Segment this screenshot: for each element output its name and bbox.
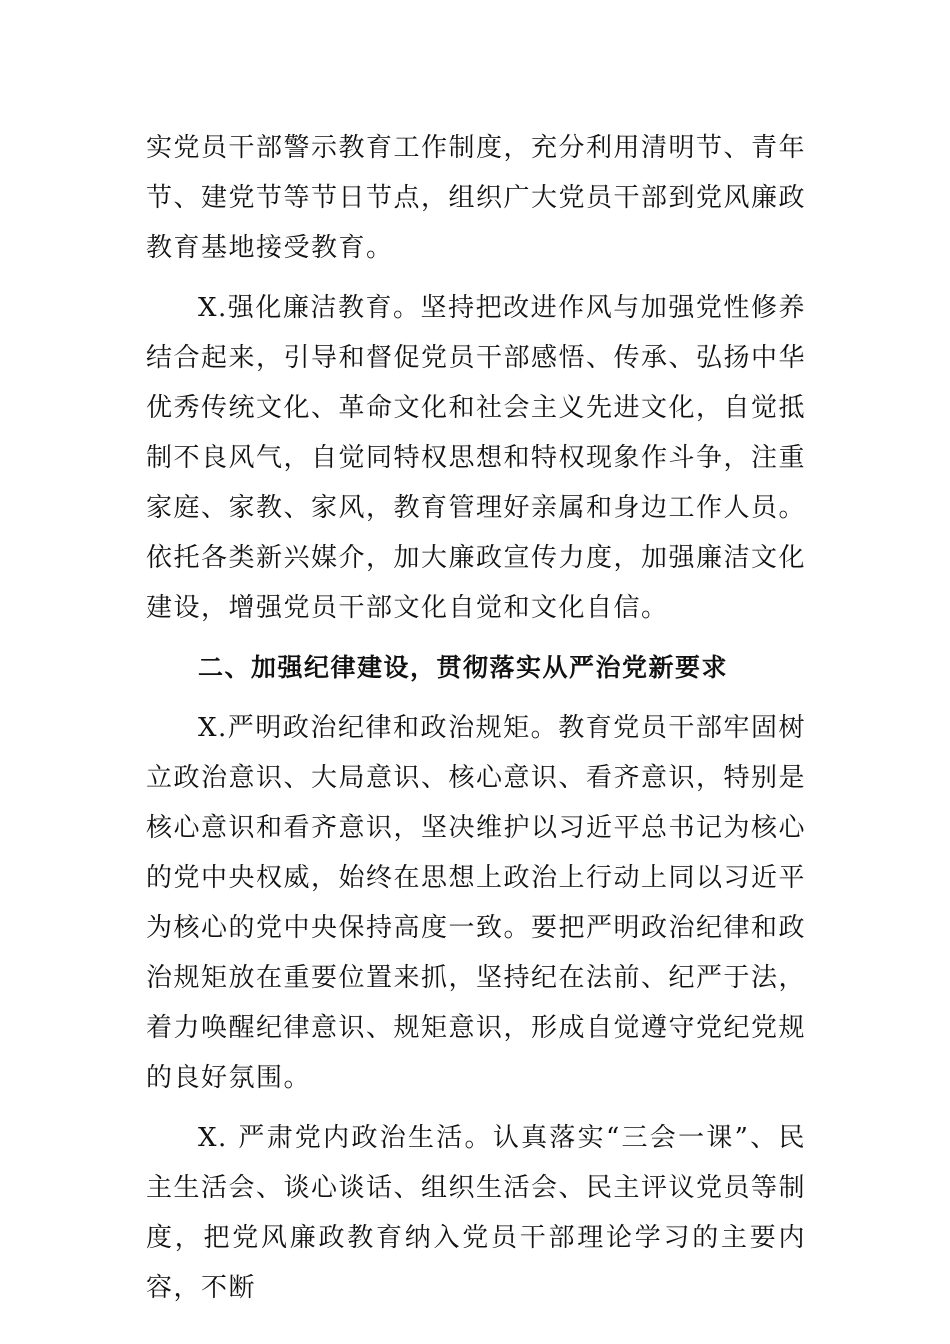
paragraph-continuation: 实党员干部警示教育工作制度，充分利用清明节、青年节、建党节等节日节点，组织广大党员干部到党风廉政教育基地接受教育。 [146,133,807,263]
section-heading: 二、加强纪律建设，贯彻落实从严治党新要求 [198,653,729,682]
paragraph-party-political-life: X. 严肃党内政治生活。认真落实“三会一课”、民主生活会、谈心谈话、组织生活会、民主评议党员等制度，把党风廉政教育纳入党员干部理论学习的主要内容，不断 [146,1123,807,1303]
document-body [146,123,806,1323]
paragraph-political-discipline: X.严明政治纪律和政治规矩。教育党员干部牢固树立政治意识、大局意识、核心意识、看齐意识，特别是核心意识和看齐意识，坚决维护以习近平总书记为核心的党中央权威，始终在思想上政治上行动上同以习近平为核心的党中央保持高度一致。要把严明政治纪律和政治规矩放在重要位置来抓，坚持纪在法前、纪严于法，着力唤醒纪律意识、规矩意识，形成自觉遵守党纪党规的良好氛围。 [146,713,807,1093]
paragraph-clean-education: X.强化廉洁教育。坚持把改进作风与加强党性修养结合起来，引导和督促党员干部感悟、传承、弘扬中华优秀传统文化、革命文化和社会主义先进文化，自觉抵制不良风气，自觉同特权思想和特权现象作斗争，注重家庭、家教、家风，教育管理好亲属和身边工作人员。依托各类新兴媒介，加大廉政宣传力度，加强廉洁文化建设，增强党员干部文化自觉和文化自信。 [146,293,807,623]
